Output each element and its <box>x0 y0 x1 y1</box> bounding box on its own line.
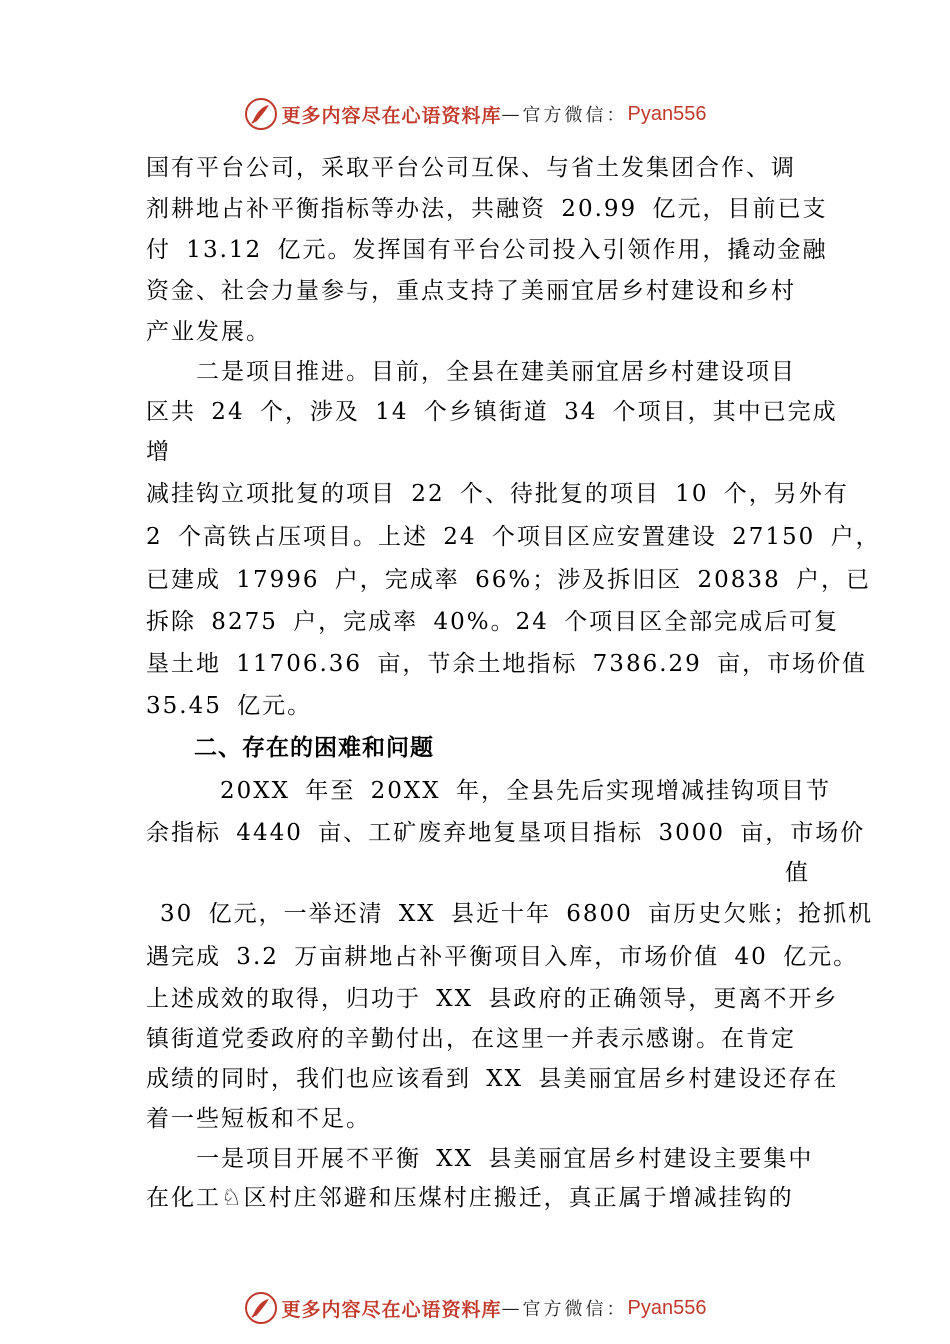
body-line: 已建成 17996 户，完成率 66%；涉及拆旧区 20838 户，已 <box>146 567 872 593</box>
body-line: 35.45 亿元。 <box>146 693 313 719</box>
body-line: 二是项目推进。目前，全县在建美丽宜居乡村建设项目 <box>196 359 796 385</box>
body-line: 拆除 8275 户，完成率 40%。24 个项目区全部完成后可复 <box>146 609 840 635</box>
body-line: 增 <box>146 439 171 465</box>
brush-logo-icon <box>244 1291 278 1325</box>
banner-red-text: 更多内容尽在心语资料库 <box>281 104 502 127</box>
body-line: 在化工♘区村庄邻避和压煤村庄搬迁，真正属于增减挂钩的 <box>146 1185 794 1211</box>
body-line: 区共 24 个，涉及 14 个乡镇街道 34 个项目，其中已完成 <box>146 399 838 425</box>
footer-watermark-banner <box>0 1288 950 1328</box>
banner-red-text: 更多内容尽在心语资料库 <box>281 1298 502 1321</box>
body-line: 着一些短板和不足。 <box>146 1106 371 1132</box>
body-line: 2 个高铁占压项目。上述 24 个项目区应安置建设 27150 户， <box>146 524 881 550</box>
body-line: 资金、社会力量参与，重点支持了美丽宜居乡村建设和乡村 <box>146 278 796 304</box>
banner-label: 官方微信： <box>522 1299 628 1320</box>
banner-label: 官方微信： <box>522 105 628 126</box>
banner-dash: — <box>501 103 523 125</box>
body-line: 垦土地 11706.36 亩，节余土地指标 7386.29 亩，市场价值 <box>146 651 868 677</box>
body-line: 20XX 年至 20XX 年，全县先后实现增减挂钩项目节 <box>220 778 831 804</box>
body-line: 上述成效的取得，归功于 XX 县政府的正确领导，更离不开乡 <box>146 986 839 1012</box>
banner-dash: — <box>501 1297 523 1319</box>
body-line: 30 亿元，一举还清 XX 县近十年 6800 亩历史欠账；抢抓机 <box>160 901 874 927</box>
banner-wechat-id: Pyan556 <box>627 102 707 125</box>
body-line: 成绩的同时，我们也应该看到 XX 县美丽宜居乡村建设还存在 <box>146 1066 839 1092</box>
section-heading: 二、存在的困难和问题 <box>194 735 434 761</box>
header-watermark-banner <box>0 94 950 134</box>
body-line: 剂耕地占补平衡指标等办法，共融资 20.99 亿元，目前已支 <box>146 196 828 222</box>
body-line: 余指标 4440 亩、工矿废弃地复垦项目指标 3000 亩，市场价 <box>146 820 866 846</box>
brush-logo-icon <box>244 97 278 131</box>
body-line: 遇完成 3.2 万亩耕地占补平衡项目入库，市场价值 40 亿元。 <box>146 944 859 970</box>
body-line: 产业发展。 <box>146 319 271 345</box>
banner-wechat-id: Pyan556 <box>627 1296 707 1319</box>
body-line: 值 <box>785 860 810 886</box>
body-line: 国有平台公司，采取平台公司互保、与省土发集团合作、调 <box>146 155 796 181</box>
body-line: 减挂钩立项批复的项目 22 个、待批复的项目 10 个，另外有 <box>146 481 849 507</box>
body-line: 付 13.12 亿元。发挥国有平台公司投入引领作用，撬动金融 <box>146 237 828 263</box>
body-line: 镇街道党委政府的辛勤付出，在这里一并表示感谢。在肯定 <box>146 1026 796 1052</box>
body-line: 一是项目开展不平衡 XX 县美丽宜居乡村建设主要集中 <box>196 1146 814 1172</box>
